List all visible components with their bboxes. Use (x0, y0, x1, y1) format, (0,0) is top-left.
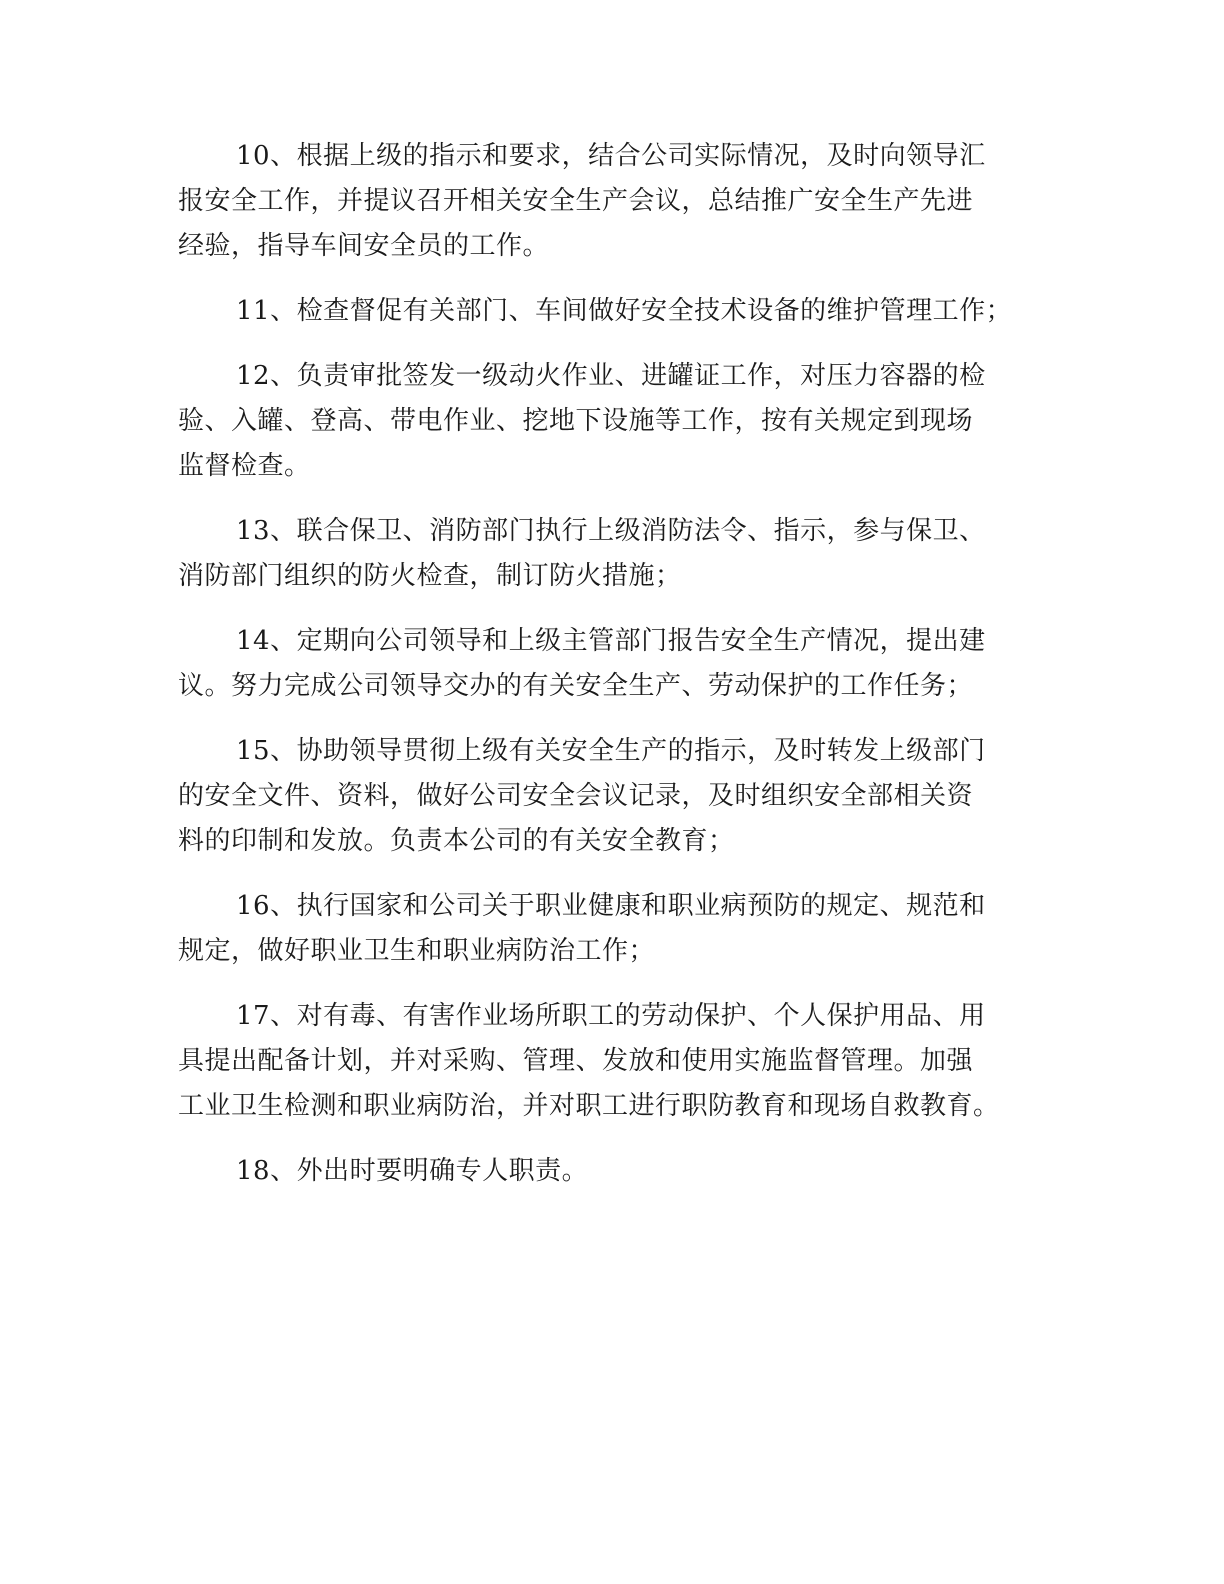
paragraph-line: 工业卫生检测和职业病防治，并对职工进行职防教育和现场自救教育。 (178, 1091, 1000, 1121)
document-body (178, 134, 1068, 1214)
paragraph-line: 13、联合保卫、消防部门执行上级消防法令、指示，参与保卫、 (236, 516, 986, 546)
paragraph-line: 10、根据上级的指示和要求，结合公司实际情况，及时向领导汇 (236, 141, 986, 171)
paragraph-line: 18、外出时要明确专人职责。 (236, 1156, 589, 1186)
paragraph-line: 17、对有毒、有害作业场所职工的劳动保护、个人保护用品、用 (236, 1001, 986, 1031)
paragraph-line: 12、负责审批签发一级动火作业、进罐证工作，对压力容器的检 (236, 361, 986, 391)
paragraph-line: 经验，指导车间安全员的工作。 (178, 231, 550, 261)
paragraph-line: 消防部门组织的防火检查，制订防火措施； (178, 561, 682, 591)
paragraph-line: 11、检查督促有关部门、车间做好安全技术设备的维护管理工作； (236, 296, 1013, 326)
paragraph-item-12 (178, 354, 1068, 489)
paragraph-item-10 (178, 134, 1068, 269)
paragraph-line: 监督检查。 (178, 451, 311, 481)
paragraph-item-18 (178, 1149, 1068, 1194)
paragraph-line: 料的印制和发放。负责本公司的有关安全教育； (178, 826, 735, 856)
paragraph-item-15 (178, 729, 1068, 864)
paragraph-line: 报安全工作，并提议召开相关安全生产会议，总结推广安全生产先进 (178, 186, 974, 216)
paragraph-line: 议。努力完成公司领导交办的有关安全生产、劳动保护的工作任务； (178, 671, 974, 701)
paragraph-item-14 (178, 619, 1068, 709)
paragraph-item-16 (178, 884, 1068, 974)
paragraph-line: 具提出配备计划，并对采购、管理、发放和使用实施监督管理。加强 (178, 1046, 974, 1076)
paragraph-line: 规定，做好职业卫生和职业病防治工作； (178, 936, 656, 966)
paragraph-line: 16、执行国家和公司关于职业健康和职业病预防的规定、规范和 (236, 891, 986, 921)
paragraph-item-17 (178, 994, 1068, 1129)
paragraph-line: 14、定期向公司领导和上级主管部门报告安全生产情况，提出建 (236, 626, 986, 656)
paragraph-line: 验、入罐、登高、带电作业、挖地下设施等工作，按有关规定到现场 (178, 406, 974, 436)
paragraph-line: 15、协助领导贯彻上级有关安全生产的指示，及时转发上级部门 (236, 736, 986, 766)
paragraph-item-13 (178, 509, 1068, 599)
paragraph-line: 的安全文件、资料，做好公司安全会议记录，及时组织安全部相关资 (178, 781, 974, 811)
paragraph-item-11 (178, 289, 1068, 334)
